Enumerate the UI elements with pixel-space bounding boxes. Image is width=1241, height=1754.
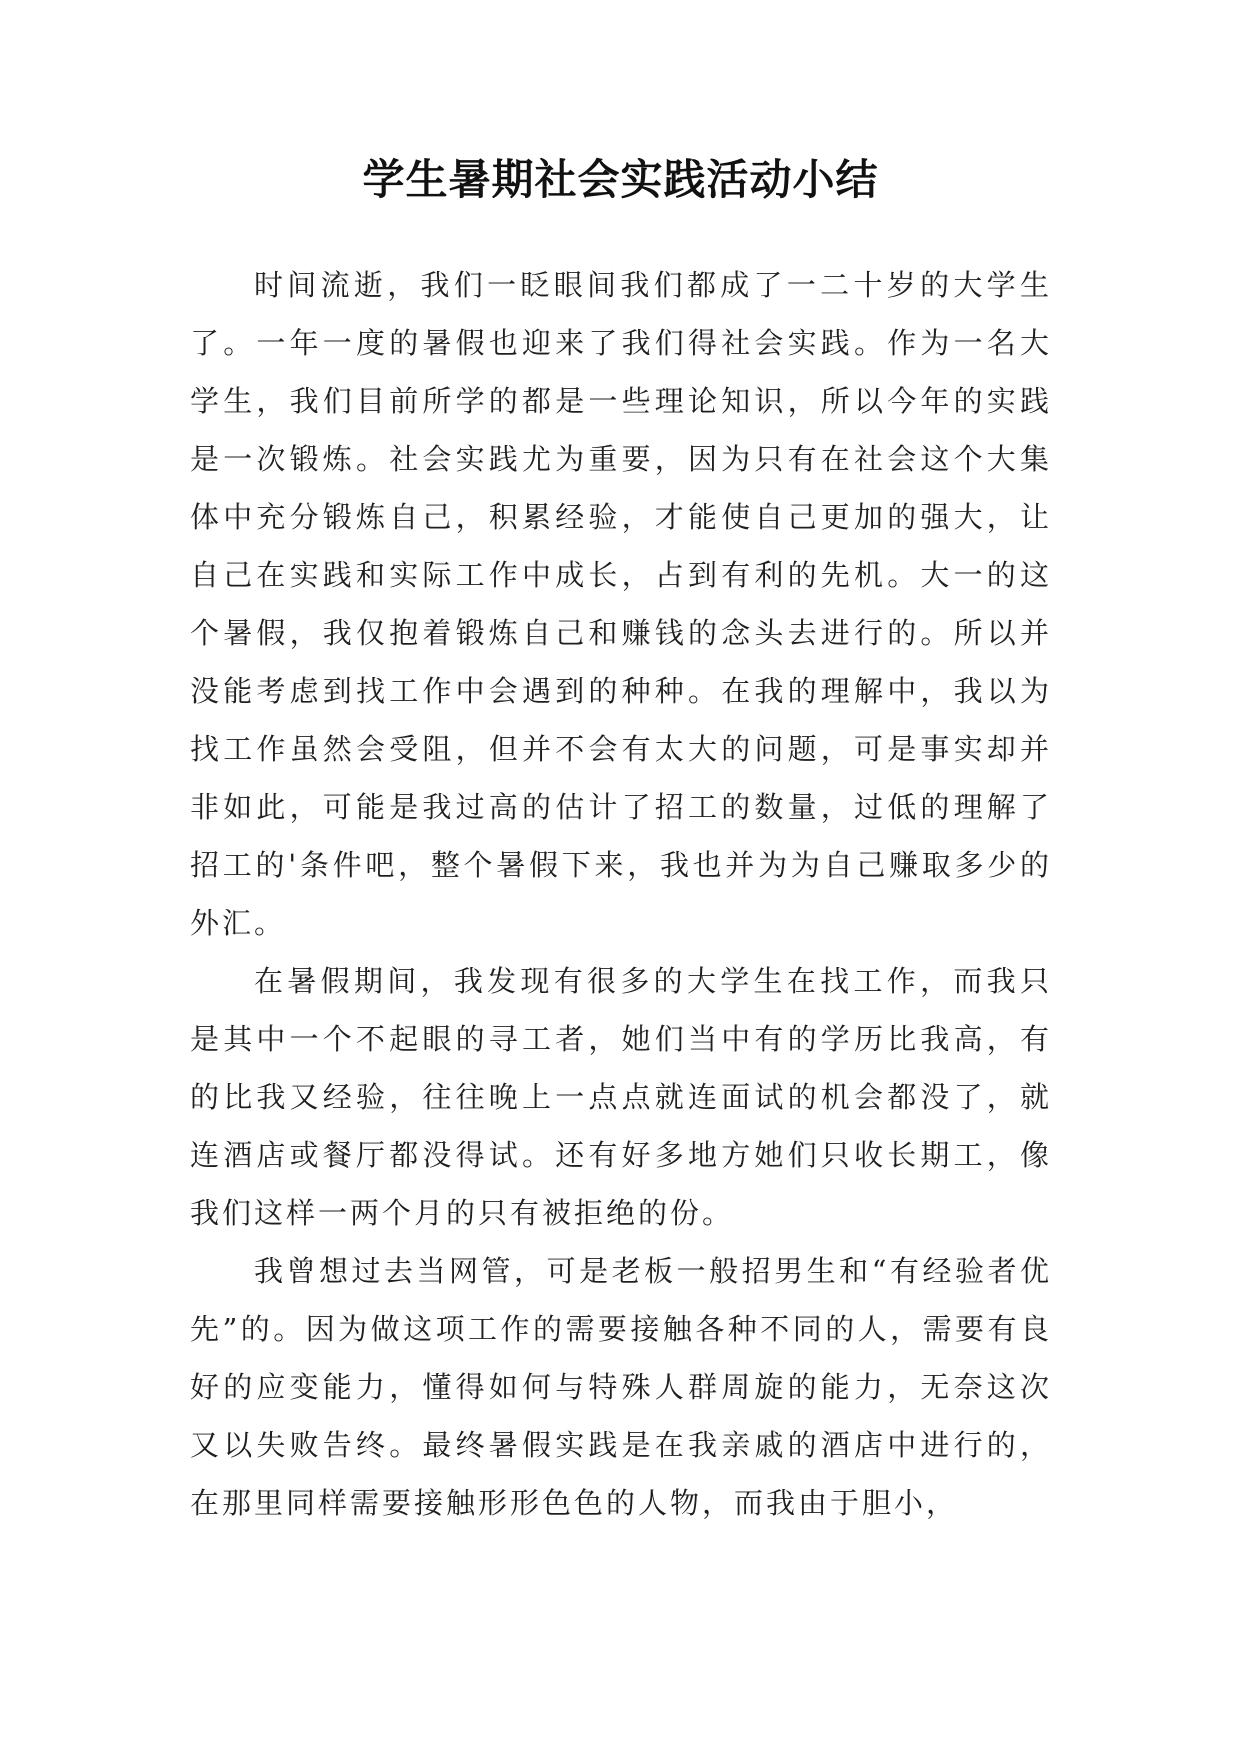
document-body <box>190 256 1052 1532</box>
paragraph-1: 时间流逝，我们一眨眼间我们都成了一二十岁的大学生了。一年一度的暑假也迎来了我们得社会实践。作为一名大学生，我们目前所学的都是一些理论知识，所以今年的实践是一次锻炼。社会实践尤为重要，因为只有在社会这个大集体中充分锻炼自己，积累经验，才能使自己更加的强大，让自己在实践和实际工作中成长，占到有利的先机。大一的这个暑假，我仅抱着锻炼自己和赚钱的念头去进行的。所以并没能考虑到找工作中会遇到的种种。在我的理解中，我以为找工作虽然会受阻，但并不会有太大的问题，可是事实却并非如此，可能是我过高的估计了招工的数量，过低的理解了招工的'条件吧，整个暑假下来，我也并为为自己赚取多少的外汇。 <box>190 268 1052 940</box>
paragraph-2: 在暑假期间，我发现有很多的大学生在找工作，而我只是其中一个不起眼的寻工者，她们当中有的学历比我高，有的比我又经验，往往晚上一点点就连面试的机会都没了，就连酒店或餐厅都没得试。还有好多地方她们只收长期工，像我们这样一两个月的只有被拒绝的份。 <box>190 964 1052 1230</box>
document-title: 学生暑期社会实践活动小结 <box>362 155 879 204</box>
paragraph-3: 我曾想过去当网管，可是老板一般招男生和“有经验者优先”的。因为做这项工作的需要接触各种不同的人，需要有良好的应变能力，懂得如何与特殊人群周旋的能力，无奈这次又以失败告终。最终暑假实践是在我亲戚的酒店中进行的，在那里同样需要接触形形色色的人物，而我由于胆小， <box>190 1254 1052 1520</box>
